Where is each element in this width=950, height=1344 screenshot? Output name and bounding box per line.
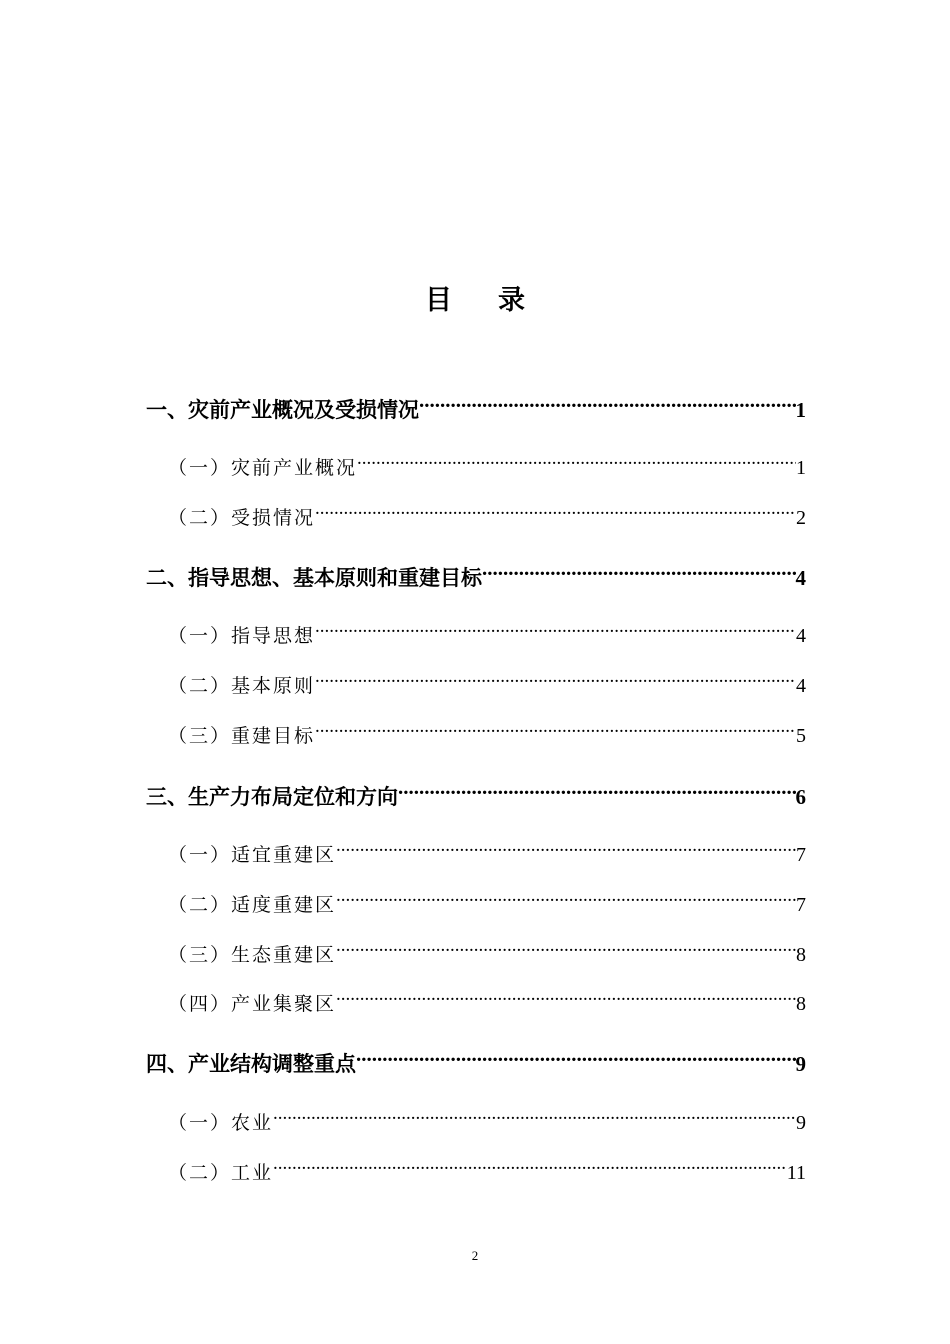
toc-entry-section[interactable]: [146, 621, 806, 651]
toc-entry-section[interactable]: [146, 1108, 806, 1138]
toc-dot-leader: [336, 991, 796, 1010]
toc-entry-page: 4: [795, 566, 806, 590]
toc-dot-leader: [398, 783, 796, 804]
toc-dot-leader: [336, 942, 796, 961]
toc-entry-section[interactable]: [146, 671, 806, 701]
footer-page-number: 2: [471, 1248, 479, 1263]
toc-entry-page: 8: [796, 993, 806, 1015]
toc-entry-page: 11: [786, 1162, 806, 1184]
toc-entry-page: 4: [796, 675, 806, 697]
toc-entry-chapter[interactable]: [146, 780, 806, 814]
toc-dot-leader: [315, 623, 796, 642]
toc-entry-section[interactable]: [146, 940, 806, 970]
toc-entry-label: （二）受损情况: [168, 507, 316, 529]
toc-dot-leader: [419, 396, 796, 417]
page-title-char: 录: [498, 285, 525, 316]
toc-entry-chapter[interactable]: [146, 393, 806, 427]
toc-entry-label: （二）适度重建区: [168, 894, 337, 916]
toc-entry-label: （一）指导思想: [168, 625, 316, 647]
toc-entry-page: 7: [796, 894, 806, 916]
toc-entry-page: 6: [795, 785, 806, 809]
toc-dot-leader: [315, 673, 796, 692]
toc-dot-leader: [315, 723, 796, 742]
toc-entry-page: 1: [795, 398, 806, 422]
toc-entry-page: 8: [796, 944, 806, 966]
toc-entry-page: 9: [795, 1052, 806, 1076]
toc-entry-page: 9: [796, 1112, 806, 1134]
toc-entry-page: 7: [796, 844, 806, 866]
toc-dot-leader: [336, 842, 796, 861]
toc-entry-section[interactable]: [146, 890, 806, 920]
toc-entry-page: 1: [796, 457, 806, 479]
toc-entry-label: （二）基本原则: [168, 675, 316, 697]
toc-entry-label: 一、灾前产业概况及受损情况: [146, 398, 419, 422]
toc-entry-label: （四）产业集聚区: [168, 993, 337, 1015]
toc-dot-leader: [356, 1050, 796, 1071]
toc-entry-section[interactable]: [146, 721, 806, 751]
toc-entry-page: 5: [796, 725, 806, 747]
toc-entry-section[interactable]: [146, 840, 806, 870]
toc-entry-label: （一）适宜重建区: [168, 844, 337, 866]
toc-dot-leader: [336, 892, 796, 911]
toc-dot-leader: [273, 1160, 787, 1179]
toc-entry-section[interactable]: [146, 989, 806, 1019]
toc-entry-section[interactable]: [146, 453, 806, 483]
toc-entry-chapter[interactable]: [146, 561, 806, 595]
toc-entry-label: 三、生产力布局定位和方向: [146, 785, 398, 809]
toc-entry-section[interactable]: [146, 1158, 806, 1188]
toc-entry-label: （三）生态重建区: [168, 944, 337, 966]
toc-entry-chapter[interactable]: [146, 1047, 806, 1081]
toc-entry-label: （一）灾前产业概况: [168, 457, 358, 479]
toc-entry-label: （一）农业: [168, 1112, 274, 1134]
toc-entry-label: （二）工业: [168, 1162, 274, 1184]
toc-entry-label: 二、指导思想、基本原则和重建目标: [146, 566, 482, 590]
toc-dot-leader: [357, 455, 796, 474]
page-title: [0, 283, 950, 319]
toc-entry-page: 4: [796, 625, 806, 647]
toc-entry-label: 四、产业结构调整重点: [146, 1052, 356, 1076]
toc-dot-leader: [482, 564, 796, 585]
toc-dot-leader: [315, 505, 796, 524]
toc-entry-label: （三）重建目标: [168, 725, 316, 747]
page-title-char: 目: [425, 285, 452, 316]
toc-entry-page: 2: [796, 507, 806, 529]
toc-entry-section[interactable]: [146, 503, 806, 533]
toc-dot-leader: [273, 1110, 796, 1129]
